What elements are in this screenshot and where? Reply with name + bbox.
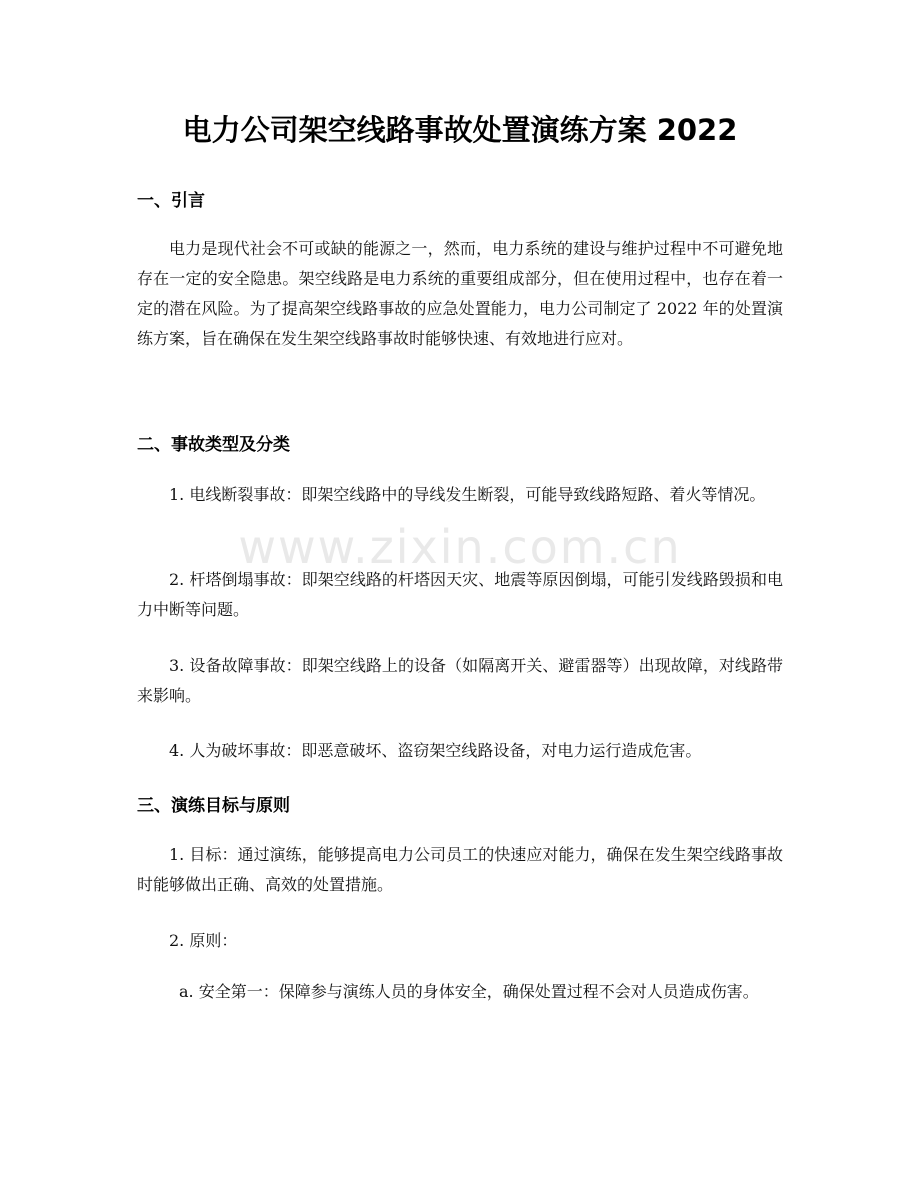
accident-type-item-1: 1. 电线断裂事故：即架空线路中的导线发生断裂，可能导致线路短路、着火等情况。: [169, 485, 766, 504]
section-heading-goals-principles: 三、演练目标与原则: [137, 796, 290, 816]
accident-type-item-4: 4. 人为破坏事故：即恶意破坏、盗窃架空线路设备，对电力运行造成危害。: [169, 741, 702, 760]
document-title: 电力公司架空线路事故处置演练方案 2022: [182, 113, 738, 147]
principle-item-a: a. 安全第一：保障参与演练人员的身体安全，确保处置过程不会对人员造成伤害。: [179, 982, 759, 1001]
accident-type-item-3: 3. 设备故障事故：即架空线路上的设备（如隔离开关、避雷器等）出现故障，对线路带来影响。: [137, 656, 783, 705]
accident-type-item-2: 2. 杆塔倒塌事故：即架空线路的杆塔因天灾、地震等原因倒塌，可能引发线路毁损和电力中断等问题。: [137, 570, 783, 619]
section-heading-introduction: 一、引言: [137, 191, 205, 211]
intro-paragraph: 电力是现代社会不可或缺的能源之一，然而，电力系统的建设与维护过程中不可避免地存在一定的安全隐患。架空线路是电力系统的重要组成部分，但在使用过程中，也存在着一定的潜在风险。为了提高架空线路事故的应急处置能力，电力公司制定了 2022 年的处置演练方案，旨在确保在发生架空线路事故时能够快速、有效地进行应对。: [137, 239, 783, 348]
principle-label: 2. 原则：: [169, 931, 238, 950]
goal-item: 1. 目标：通过演练，能够提高电力公司员工的快速应对能力，确保在发生架空线路事故时能够做出正确、高效的处置措施。: [137, 845, 783, 894]
watermark: www.zixin.com.cn: [238, 520, 682, 574]
section-heading-accident-types: 二、事故类型及分类: [137, 435, 290, 455]
